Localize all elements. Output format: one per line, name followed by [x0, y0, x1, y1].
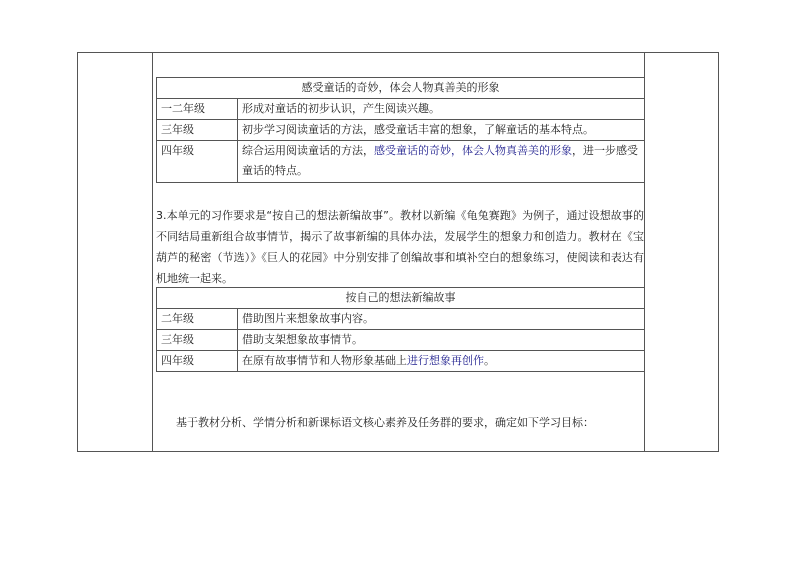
goal-cell: 初步学习阅读童话的方法，感受童话丰富的想象，了解童话的基本特点。: [238, 120, 645, 141]
goal-text: ，进一步感受童话的特点。: [242, 144, 638, 177]
grade-cell: 四年级: [157, 351, 238, 372]
grade-cell: 三年级: [157, 330, 238, 351]
goal-cell: [238, 141, 645, 183]
goal-highlight: 进行想象再创作: [407, 354, 484, 367]
table-header: 感受童话的奇妙，体会人物真善美的形象: [157, 78, 645, 99]
goal-cell: 借助支架想象故事情节。: [238, 330, 645, 351]
goal-cell: 借助图片来想象故事内容。: [238, 309, 645, 330]
grade-cell: 三年级: [157, 120, 238, 141]
outer-column-divider-left: [152, 53, 153, 451]
section-paragraph: 3.本单元的习作要求是“按自己的想法新编故事”。教材以新编《龟兔赛跑》为例子，通过设想故事的不同结局重新组合故事情节，揭示了故事新编的具体办法，发展学生的想象力和创造力。教材在《宝葫芦的秘密（节选）》《巨人的花园》中分别安排了创编故事和填补空白的想象练习，使阅读和表达有机地统一起来。: [156, 209, 644, 285]
goals-table-fairy-tale: [156, 77, 645, 183]
table-header: 按自己的想法新编故事: [157, 288, 645, 309]
closing-sentence: 基于教材分析、学情分析和新课标语文核心素养及任务群的要求，确定如下学习目标：: [176, 416, 594, 429]
goal-cell: 形成对童话的初步认识，产生阅读兴趣。: [238, 99, 645, 120]
goal-text: 。: [484, 354, 495, 367]
grade-cell: 四年级: [157, 141, 238, 183]
goal-highlight: 感受童话的奇妙，体会人物真善美的形象: [374, 144, 572, 157]
goal-text: 在原有故事情节和人物形象基础上: [242, 354, 407, 367]
goals-table-story: [156, 287, 645, 372]
goal-text: 综合运用阅读童话的方法，: [242, 144, 374, 157]
goal-cell: [238, 351, 645, 372]
grade-cell: 二年级: [157, 309, 238, 330]
grade-cell: 一二年级: [157, 99, 238, 120]
